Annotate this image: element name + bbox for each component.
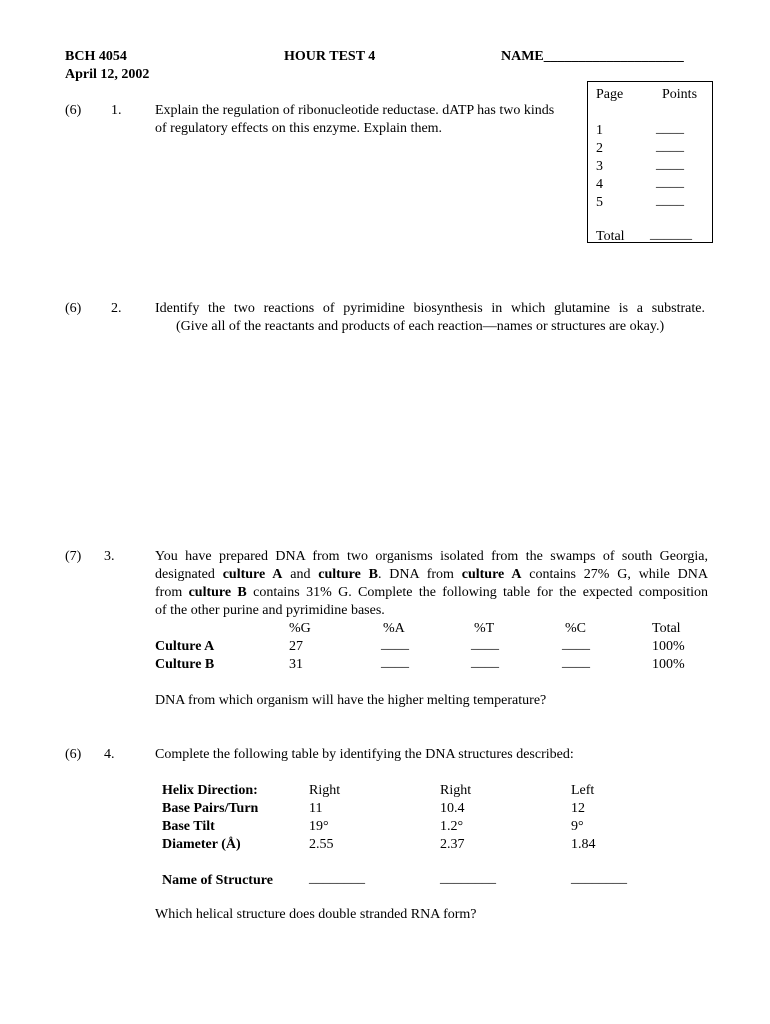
q3-l2-c: and — [282, 567, 319, 582]
score-col-page: Page — [596, 87, 624, 102]
q3-line-2 — [155, 566, 708, 584]
culture-b-ref: culture B — [318, 567, 378, 582]
score-blank-4[interactable]: ____ — [656, 175, 684, 190]
q4-followup: Which helical structure does double stranded RNA form? — [155, 907, 477, 922]
score-box — [587, 81, 713, 243]
q4-name-of-structure-label: Name of Structure — [162, 873, 273, 888]
q2-line-2: (Give all of the reactants and products of each reaction—names or structures are okay.) — [176, 319, 665, 334]
score-total-blank[interactable]: ______ — [650, 227, 692, 242]
score-blank-1[interactable]: ____ — [656, 121, 684, 136]
q1-points: (6) — [65, 103, 82, 118]
q3-row-b-t[interactable]: ____ — [471, 655, 499, 670]
score-page-1: 1 — [596, 123, 603, 138]
q3-header-g: %G — [289, 621, 311, 636]
q3-followup: DNA from which organism will have the higher melting temperature? — [155, 693, 547, 708]
q3-row-b-g: 31 — [289, 657, 303, 672]
culture-a-ref-2: culture A — [461, 567, 522, 582]
q3-row-a-g: 27 — [289, 639, 303, 654]
course-code: BCH 4054 — [65, 49, 127, 64]
q4-points: (6) — [65, 747, 82, 762]
q4-col2-bp: 10.4 — [440, 801, 465, 816]
culture-a-ref: culture A — [222, 567, 283, 582]
q4-col1-diameter: 2.55 — [309, 837, 334, 852]
culture-b-ref-2: culture B — [188, 585, 247, 600]
test-date: April 12, 2002 — [65, 67, 150, 82]
name-field[interactable]: NAME____________________ — [501, 49, 684, 64]
q2-points: (6) — [65, 301, 82, 316]
q3-row-b-total: 100% — [652, 657, 685, 672]
score-col-points: Points — [662, 87, 698, 102]
q3-row-a-a[interactable]: ____ — [381, 637, 409, 652]
q4-col2-diameter: 2.37 — [440, 837, 465, 852]
q4-col3-bp: 12 — [571, 801, 585, 816]
q3-row-a-label: Culture A — [155, 639, 215, 654]
test-title: HOUR TEST 4 — [284, 49, 376, 64]
q4-label-base-pairs: Base Pairs/Turn — [162, 801, 259, 816]
q4-label-helix-direction: Helix Direction: — [162, 783, 258, 798]
score-blank-2[interactable]: ____ — [656, 139, 684, 154]
q1-line-1: Explain the regulation of ribonucleotide reductase. dATP has two kinds — [155, 103, 555, 118]
q4-col1-helix: Right — [309, 783, 341, 798]
q1-number: 1. — [111, 103, 122, 118]
score-total-label: Total — [596, 229, 625, 244]
q3-line-1: You have prepared DNA from two organisms isolated from the swamps of south Georgia, — [155, 549, 708, 564]
q3-header-t: %T — [474, 621, 495, 636]
q3-row-b-c[interactable]: ____ — [562, 655, 590, 670]
q4-col2-helix: Right — [440, 783, 472, 798]
score-page-2: 2 — [596, 141, 603, 156]
q2-number: 2. — [111, 301, 122, 316]
q1-line-2: of regulatory effects on this enzyme. Explain them. — [155, 121, 443, 136]
q4-col3-helix: Left — [571, 783, 595, 798]
q3-l2-e: . DNA from — [377, 567, 462, 582]
q4-label-base-tilt: Base Tilt — [162, 819, 215, 834]
q3-row-a-c[interactable]: ____ — [562, 637, 590, 652]
q4-col2-tilt: 1.2° — [440, 819, 464, 834]
q4-structure-blank-1[interactable]: ________ — [309, 871, 365, 886]
q3-header-total: Total — [652, 621, 681, 636]
q4-number: 4. — [104, 747, 115, 762]
score-page-3: 3 — [596, 159, 603, 174]
q4-intro: Complete the following table by identifying the DNA structures described: — [155, 747, 574, 762]
q4-col3-diameter: 1.84 — [571, 837, 596, 852]
q3-l3-a: from — [155, 585, 189, 600]
q3-row-a-total: 100% — [652, 639, 685, 654]
q4-structure-blank-2[interactable]: ________ — [440, 871, 496, 886]
q4-label-diameter: Diameter (Å) — [162, 837, 241, 852]
q4-structure-blank-3[interactable]: ________ — [571, 871, 627, 886]
q3-row-a-t[interactable]: ____ — [471, 637, 499, 652]
q3-points: (7) — [65, 549, 82, 564]
q3-line-3 — [155, 584, 708, 602]
q3-header-c: %C — [565, 621, 586, 636]
q3-l3-c: contains 31% G. Complete the following table for the expected composition — [246, 585, 709, 600]
q3-header-a: %A — [383, 621, 405, 636]
q4-col3-tilt: 9° — [571, 819, 584, 834]
score-page-4: 4 — [596, 177, 603, 192]
score-blank-3[interactable]: ____ — [656, 157, 684, 172]
q3-l2-a: designated — [155, 567, 223, 582]
q3-line-4: of the other purine and pyrimidine bases. — [155, 603, 385, 618]
q4-col1-tilt: 19° — [309, 819, 329, 834]
score-page-5: 5 — [596, 195, 603, 210]
score-blank-5[interactable]: ____ — [656, 193, 684, 208]
q3-number: 3. — [104, 549, 115, 564]
q3-row-b-a[interactable]: ____ — [381, 655, 409, 670]
q3-row-b-label: Culture B — [155, 657, 215, 672]
q2-line-1: Identify the two reactions of pyrimidine biosynthesis in which glutamine is a substrate. — [155, 301, 705, 316]
q4-col1-bp: 11 — [309, 801, 323, 816]
q3-l2-g: contains 27% G, while DNA — [521, 567, 708, 582]
